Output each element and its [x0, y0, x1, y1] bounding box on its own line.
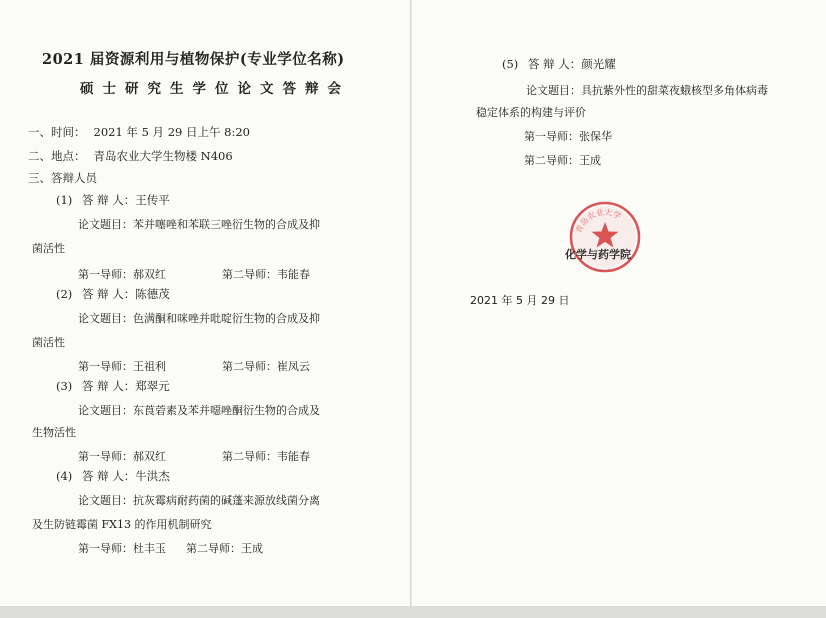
advisor2-label: 第二导师： [524, 154, 579, 167]
defender-1-thesis-row [78, 216, 320, 232]
place-label: 二、地点： [28, 149, 86, 163]
right-page [412, 0, 826, 612]
thesis-label: 论文题目： [78, 494, 133, 507]
defender-1-advisor1 [78, 266, 166, 282]
defender-name: 牛洪杰 [135, 469, 170, 483]
advisor2-name: 韦能春 [277, 450, 310, 463]
defender-4-thesis-line2: 及生防链霉菌 FX13 的作用机制研究 [32, 518, 212, 531]
advisor2-name: 王成 [579, 154, 601, 167]
document-subtitle: 硕士研究生学位论文答辩会 [80, 81, 350, 97]
svg-text:青岛农业大学: 青岛农业大学 [574, 207, 623, 235]
defender-index: (2) [56, 287, 73, 301]
left-page [0, 0, 411, 612]
members-label: 三、答辩人员 [28, 171, 97, 185]
advisor1-name: 杜丰玉 [133, 542, 166, 555]
thesis-label: 论文题目： [526, 84, 581, 97]
thesis-line1: 东莨菪素及苯并噁唑酮衍生物的合成及 [133, 404, 320, 417]
advisor1-name: 郝双红 [133, 450, 166, 463]
advisor2-name: 崔凤云 [277, 360, 310, 373]
thesis-line1: 具抗紫外性的甜菜夜蛾核型多角体病毒 [581, 84, 768, 97]
advisor1-name: 张保华 [579, 130, 612, 143]
defender-index: (4) [56, 469, 73, 483]
advisor2-name: 韦能春 [277, 268, 310, 281]
advisor1-label: 第一导师： [78, 450, 133, 463]
advisor2-label: 第二导师： [222, 268, 277, 281]
defender-3-advisor2 [222, 448, 310, 464]
defender-1-thesis-line2: 菌活性 [32, 242, 65, 255]
defender-2-advisor2 [222, 358, 310, 374]
thesis-label: 论文题目： [78, 404, 133, 417]
signed-date: 2021 年 5 月 29 日 [470, 294, 570, 307]
scan-bottom-edge [0, 606, 826, 618]
defender-3-thesis-row [78, 402, 320, 418]
defender-2-thesis-row [78, 310, 320, 326]
time-label: 一、时间： [28, 125, 86, 139]
defender-3-name-row [56, 378, 170, 394]
defender-name-label: 答 辩 人： [81, 469, 136, 483]
defender-index: (3) [56, 379, 73, 393]
advisor1-name: 郝双红 [133, 268, 166, 281]
advisor1-label: 第一导师： [524, 130, 579, 143]
thesis-line1: 抗灰霉病耐药菌的碱蓬来源放线菌分离 [133, 494, 320, 507]
thesis-label: 论文题目： [78, 312, 133, 325]
defender-name: 王传平 [135, 193, 170, 207]
time-row [28, 124, 250, 140]
thesis-line1: 色满酮和咪唑并吡啶衍生物的合成及抑 [133, 312, 320, 325]
defender-name: 陈德茂 [135, 287, 170, 301]
defender-5-thesis-line2: 稳定体系的构建与评价 [476, 106, 586, 119]
defender-5-thesis-row [526, 82, 768, 98]
defender-2-thesis-line2: 菌活性 [32, 336, 65, 349]
advisor1-label: 第一导师： [78, 542, 133, 555]
defender-name-label: 答 辩 人： [81, 193, 136, 207]
defender-2-advisor1 [78, 358, 166, 374]
thesis-label: 论文题目： [78, 218, 133, 231]
advisor2-label: 第二导师： [186, 542, 241, 555]
advisor2-label: 第二导师： [222, 450, 277, 463]
document-title: 2021 届资源利用与植物保护(专业学位名称) [42, 51, 345, 68]
defender-name: 郑翠元 [135, 379, 170, 393]
defender-4-advisor1 [78, 540, 166, 556]
thesis-line1: 苯并噻唑和苯联三唑衍生物的合成及抑 [133, 218, 320, 231]
official-seal-icon [568, 200, 642, 274]
defender-1-advisor2 [222, 266, 310, 282]
advisor2-name: 王成 [241, 542, 263, 555]
defender-name: 颜光耀 [581, 57, 616, 71]
defender-index: (1) [56, 193, 73, 207]
defender-4-thesis-row [78, 492, 320, 508]
advisor1-label: 第一导师： [78, 268, 133, 281]
time-value: 2021 年 5 月 29 日上午 8:20 [93, 125, 250, 139]
defender-name-label: 答 辩 人： [527, 57, 582, 71]
defender-5-advisor2 [524, 152, 601, 168]
defender-name-label: 答 辩 人： [81, 379, 136, 393]
defender-name-label: 答 辩 人： [81, 287, 136, 301]
defender-3-thesis-line2: 生物活性 [32, 426, 76, 439]
defender-5-name-row [502, 56, 616, 72]
defender-3-advisor1 [78, 448, 166, 464]
defender-5-advisor1 [524, 128, 612, 144]
defender-4-advisor2 [186, 540, 263, 556]
defender-1-name-row [56, 192, 170, 208]
advisor2-label: 第二导师： [222, 360, 277, 373]
place-value: 青岛农业大学生物楼 N406 [93, 149, 233, 163]
defender-2-name-row [56, 286, 170, 302]
advisor1-label: 第一导师： [78, 360, 133, 373]
defender-index: (5) [502, 57, 519, 71]
defender-4-name-row [56, 468, 170, 484]
seal-department-text: 化学与药学院 [565, 248, 631, 261]
place-row [28, 148, 233, 164]
advisor1-name: 王祖利 [133, 360, 166, 373]
